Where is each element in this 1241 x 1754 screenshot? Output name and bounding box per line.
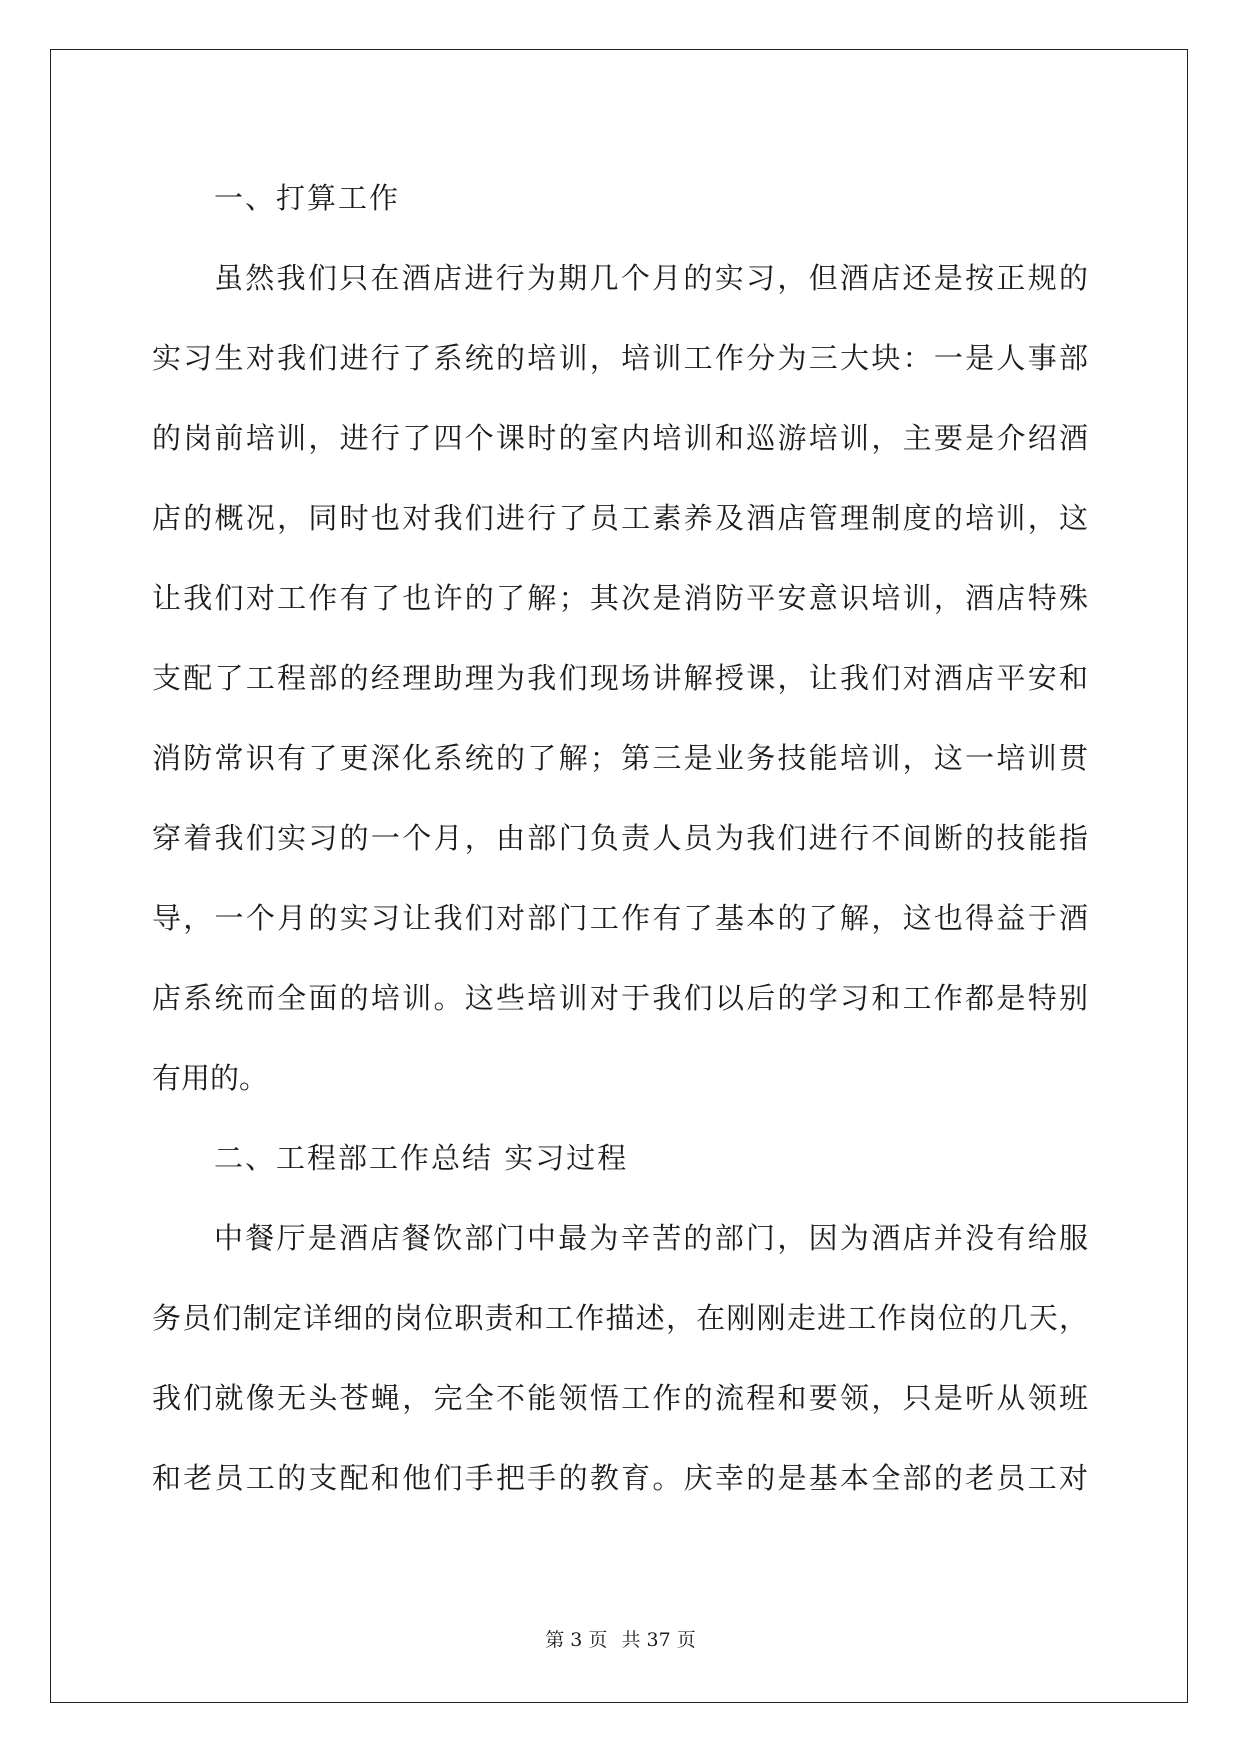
- paragraph-line: 让我们对工作有了也许的了解；其次是消防平安意识培训，酒店特殊: [152, 581, 1088, 615]
- paragraph-2: [152, 1198, 1088, 1518]
- paragraph-line: 支配了工程部的经理助理为我们现场讲解授课，让我们对酒店平安和: [152, 661, 1088, 695]
- paragraph-line: 的岗前培训，进行了四个课时的室内培训和巡游培训，主要是介绍酒: [152, 421, 1088, 455]
- paragraph-line: 导，一个月的实习让我们对部门工作有了基本的了解，这也得益于酒: [152, 901, 1088, 935]
- paragraph-line: 务员们制定详细的岗位职责和工作描述，在刚刚走进工作岗位的几天，: [152, 1301, 1088, 1335]
- paragraph-line: 虽然我们只在酒店进行为期几个月的实习，但酒店还是按正规的: [214, 261, 1088, 295]
- paragraph-line: 我们就像无头苍蝇，完全不能领悟工作的流程和要领，只是听从领班: [152, 1381, 1088, 1415]
- section-heading-2: 二、工程部工作总结 实习过程: [214, 1141, 629, 1175]
- paragraph-line: 有用的。: [152, 1061, 269, 1095]
- paragraph-line: 实习生对我们进行了系统的培训，培训工作分为三大块：一是人事部: [152, 341, 1088, 375]
- page-number: 第 3 页: [545, 1629, 608, 1651]
- paragraph-line: 消防常识有了更深化系统的了解；第三是业务技能培训，这一培训贯: [152, 741, 1088, 775]
- section-heading-1: 一、打算工作: [214, 181, 401, 215]
- page-footer: [0, 1625, 1241, 1652]
- paragraph-line: 穿着我们实习的一个月，由部门负责人员为我们进行不间断的技能指: [152, 821, 1088, 855]
- paragraph-line: 中餐厅是酒店餐饮部门中最为辛苦的部门，因为酒店并没有给服: [214, 1221, 1088, 1255]
- document-body: [152, 158, 1088, 1518]
- paragraph-line: 和老员工的支配和他们手把手的教育。庆幸的是基本全部的老员工对: [152, 1461, 1088, 1495]
- page-total: 共 37 页: [621, 1629, 696, 1651]
- paragraph-line: 店的概况，同时也对我们进行了员工素养及酒店管理制度的培训，这: [152, 501, 1088, 535]
- paragraph-line: 店系统而全面的培训。这些培训对于我们以后的学习和工作都是特别: [152, 981, 1088, 1015]
- paragraph-1: [152, 238, 1088, 1118]
